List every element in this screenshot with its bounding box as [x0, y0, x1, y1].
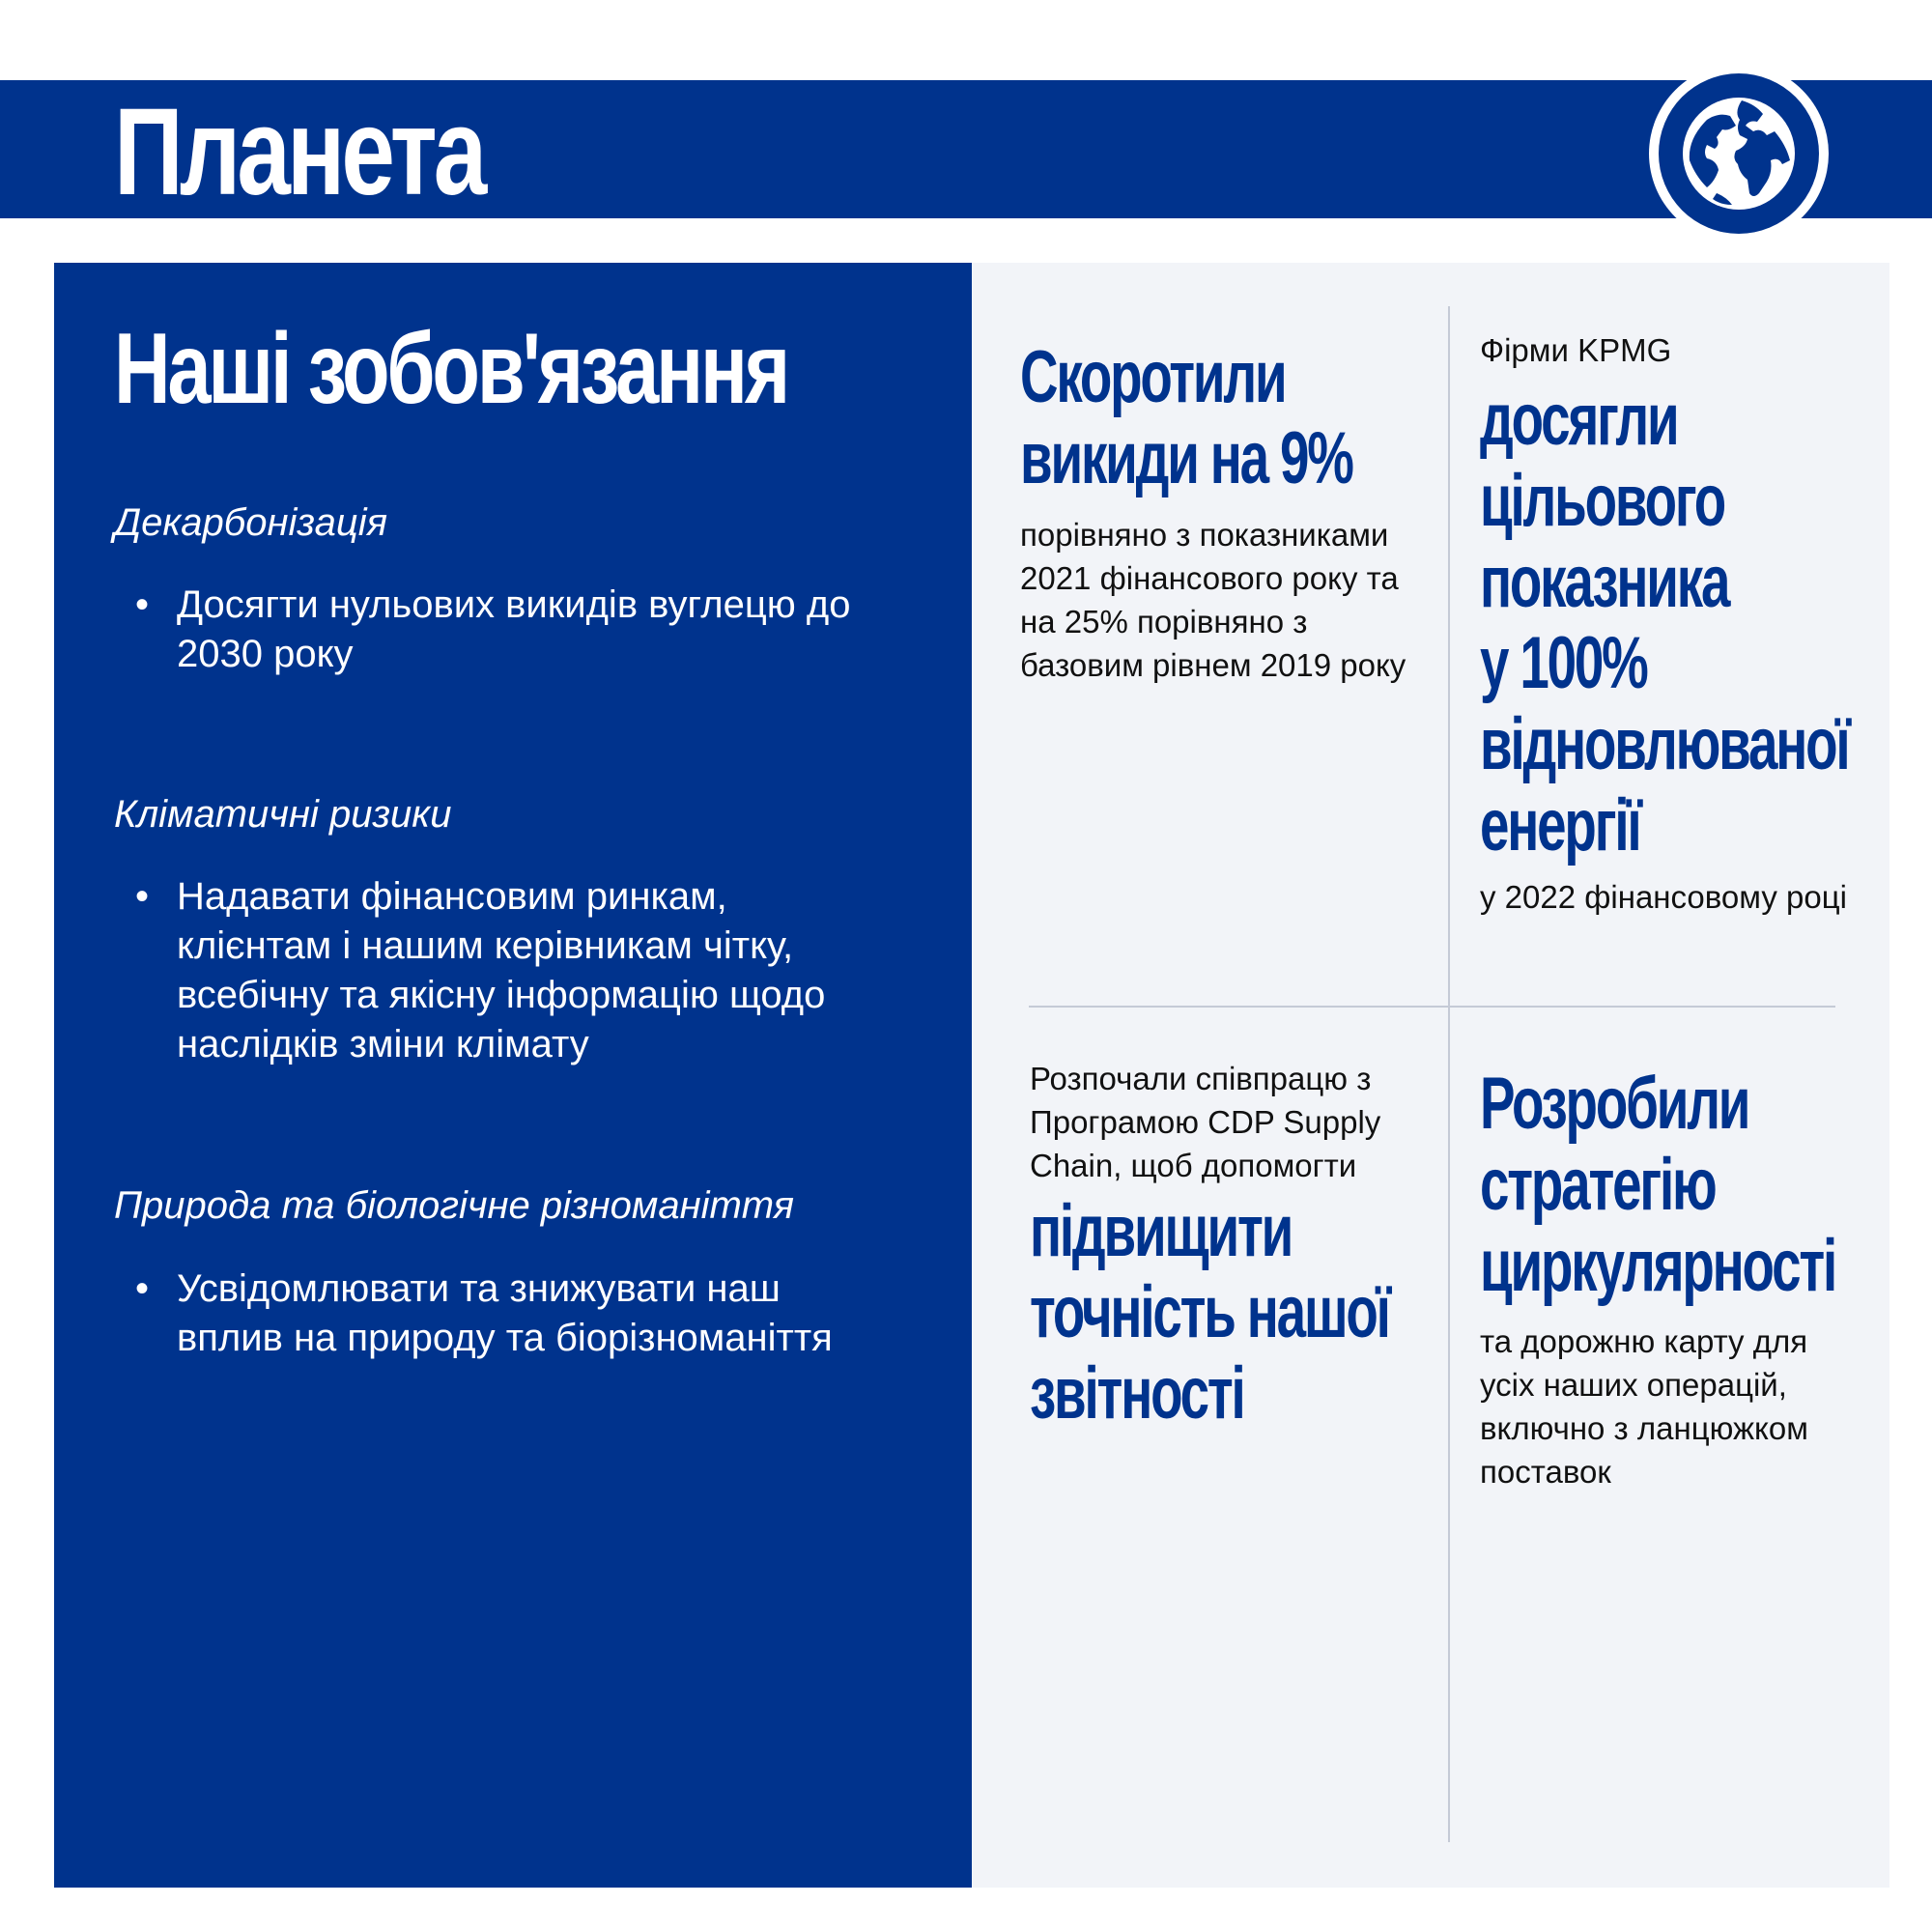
list-item [135, 581, 889, 679]
renewable-headline-line4: у 100% [1480, 622, 1647, 704]
circularity-headline-line1: Розробили [1480, 1063, 1749, 1145]
bullet-text: Надавати фінансовим ринкам, клієнтам і нашим керівникам чітку, всебічну та якісну інформацію щодо наслідків зміни клімату [177, 875, 826, 1065]
renewable-detail: у 2022 фінансовому році [1480, 879, 1847, 915]
renewable-headline-line3: показника [1480, 541, 1729, 623]
circularity-headline-line2: стратегію [1480, 1144, 1716, 1226]
bullet-icon: • [135, 1267, 150, 1310]
renewable-headline-line6: енергії [1480, 784, 1640, 867]
bullet-text: Усвідомлювати та знижувати наш вплив на природу та біорізноманіття [177, 1267, 833, 1359]
commitments-heading: Наші зобов'язання [114, 313, 788, 425]
renewable-headline-line5: відновлюваної [1480, 703, 1849, 785]
emissions-headline-line2: викиди на 9% [1020, 417, 1352, 499]
cdp-headline-line1: підвищити [1030, 1190, 1293, 1272]
bullet-icon: • [135, 583, 150, 626]
page-title: Планета [114, 83, 484, 221]
list-item [135, 1264, 889, 1363]
bullet-icon: • [135, 875, 150, 918]
cdp-intro: Розпочали співпрацю з Програмою CDP Supply Chain, щоб допомогти [1030, 1061, 1381, 1183]
vertical-divider [1448, 306, 1450, 1842]
cdp-headline-line3: звітності [1030, 1352, 1244, 1435]
list-item [135, 872, 889, 1069]
category-decarbonization: Декарбонізація [114, 501, 387, 544]
renewable-intro: Фірми KPMG [1480, 332, 1672, 368]
circularity-headline-line3: циркулярності [1480, 1225, 1836, 1307]
renewable-headline-line2: цільового [1480, 460, 1725, 542]
category-climate-risks: Кліматичні ризики [114, 793, 452, 836]
cdp-headline-line2: точність нашої [1030, 1271, 1389, 1353]
emissions-headline-line1: Скоротили [1020, 336, 1286, 418]
emissions-detail: порівняно з показниками 2021 фінансового року та на 25% порівняно з базовим рівнем 2019 року [1020, 517, 1406, 683]
renewable-headline-line1: досягли [1480, 379, 1678, 461]
bullet-text: Досягти нульових викидів вуглецю до 2030 року [177, 583, 851, 675]
category-nature-biodiversity: Природа та біологічне різноманіття [114, 1184, 795, 1227]
horizontal-divider [1029, 1006, 1835, 1008]
circularity-detail: та дорожню карту для усіх наших операцій, включно з ланцюжком поставок [1480, 1323, 1808, 1490]
globe-icon [1678, 93, 1800, 214]
globe-badge [1649, 64, 1829, 243]
